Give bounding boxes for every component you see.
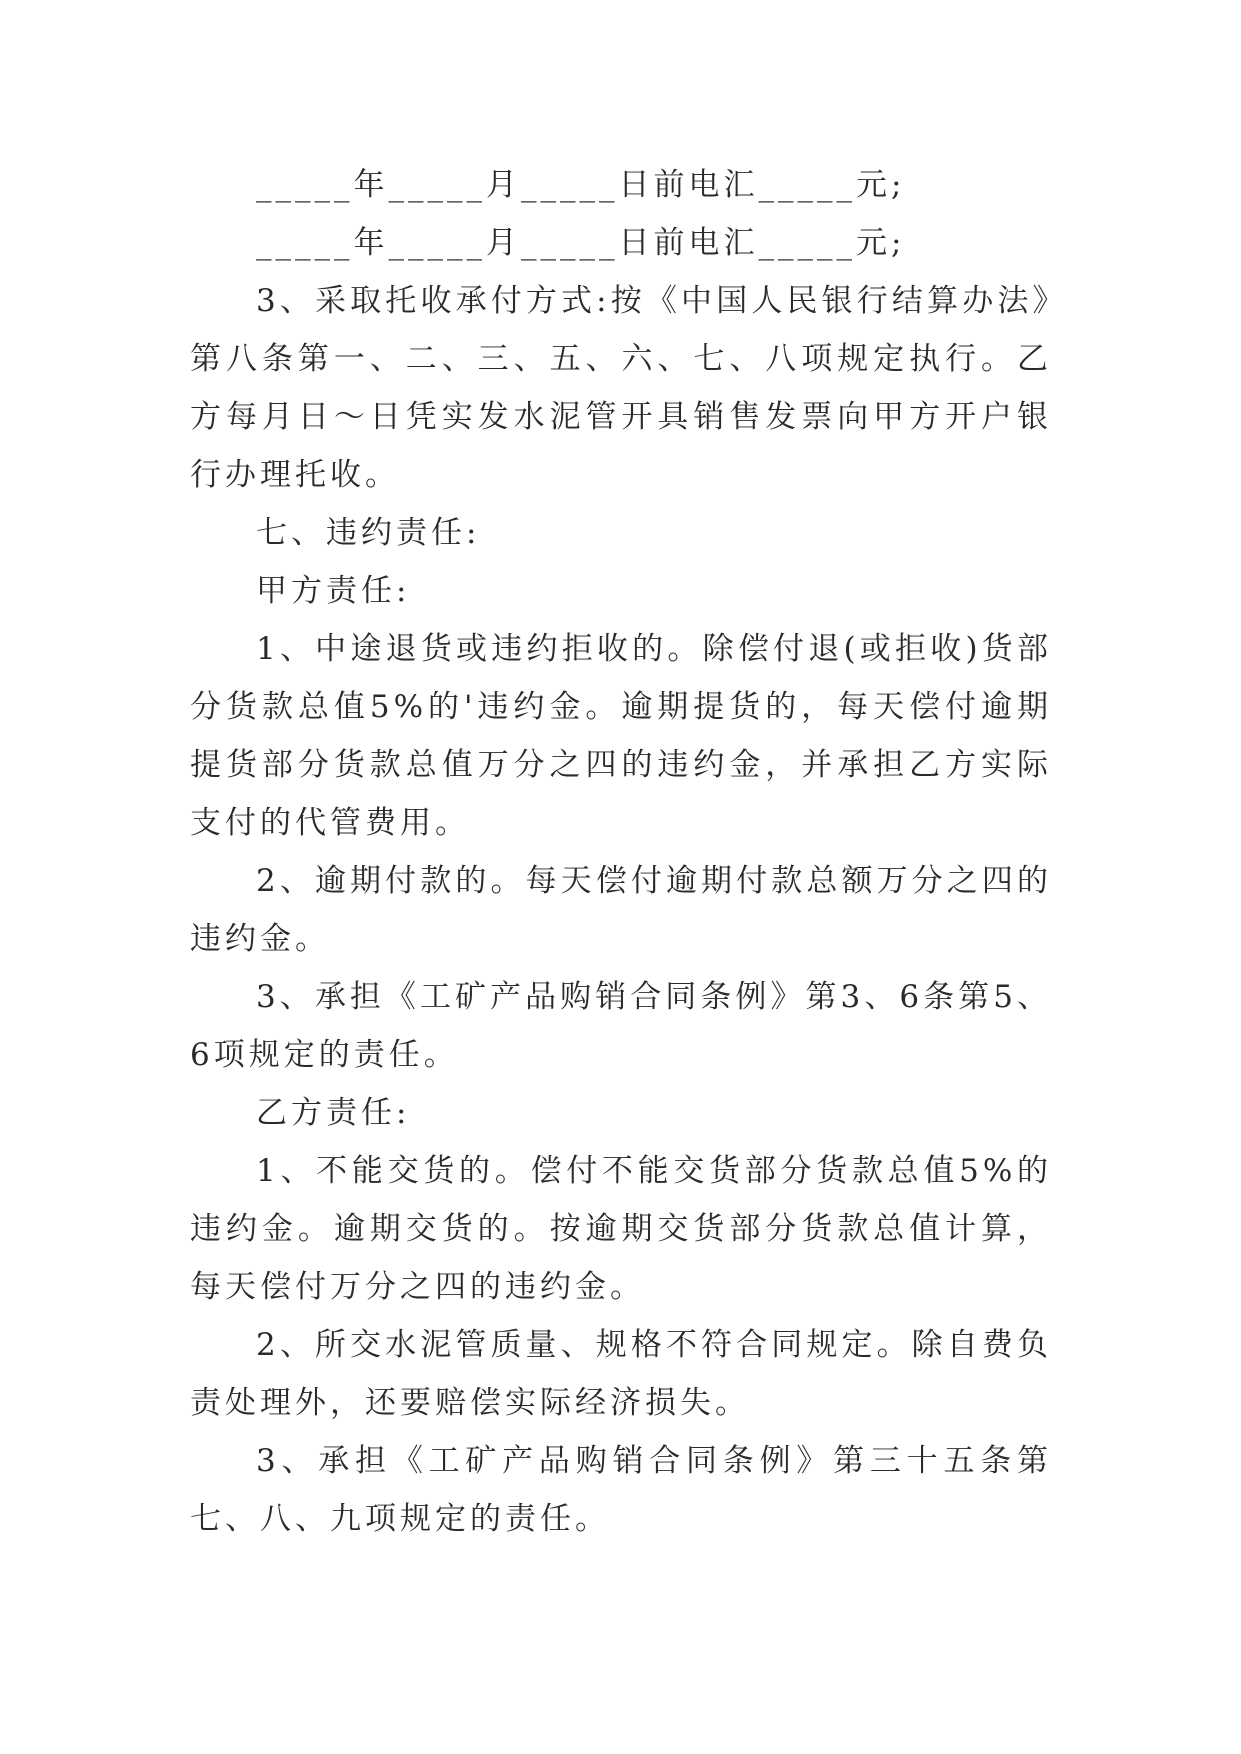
party-a-clause-2: 2、逾期付款的。每天偿付逾期付款总额万分之四的违约金。 — [190, 863, 1052, 957]
payment-line-1: _____年_____月_____日前电汇_____元; — [256, 167, 906, 203]
collection-payment-clause: 3、采取托收承付方式:按《中国人民银行结算办法》第八条第一、二、三、五、六、七、八项规定执行。乙方每月日～日凭实发水泥管开具销售发票向甲方开户银行办理托收。 — [190, 283, 1052, 493]
section-heading-liability: 七、违约责任: — [256, 515, 481, 551]
party-b-clause-3: 3、承担《工矿产品购销合同条例》第三十五条第七、八、九项规定的责任。 — [190, 1443, 1052, 1537]
party-a-clause-1: 1、中途退货或违约拒收的。除偿付退(或拒收)货部分货款总值5%的'违约金。逾期提货的，每天偿付逾期提货部分货款总值万分之四的违约金，并承担乙方实际支付的代管费用。 — [190, 631, 1052, 841]
party-b-heading: 乙方责任: — [256, 1095, 411, 1131]
document-body — [190, 156, 1052, 1548]
party-a-clause-3: 3、承担《工矿产品购销合同条例》第3、6条第5、6项规定的责任。 — [190, 979, 1052, 1073]
party-b-clause-1: 1、不能交货的。偿付不能交货部分货款总值5%的违约金。逾期交货的。按逾期交货部分货款总值计算，每天偿付万分之四的违约金。 — [190, 1153, 1052, 1305]
payment-line-2: _____年_____月_____日前电汇_____元; — [256, 225, 906, 261]
party-a-heading: 甲方责任: — [256, 573, 411, 609]
party-b-clause-2: 2、所交水泥管质量、规格不符合同规定。除自费负责处理外，还要赔偿实际经济损失。 — [190, 1327, 1052, 1421]
